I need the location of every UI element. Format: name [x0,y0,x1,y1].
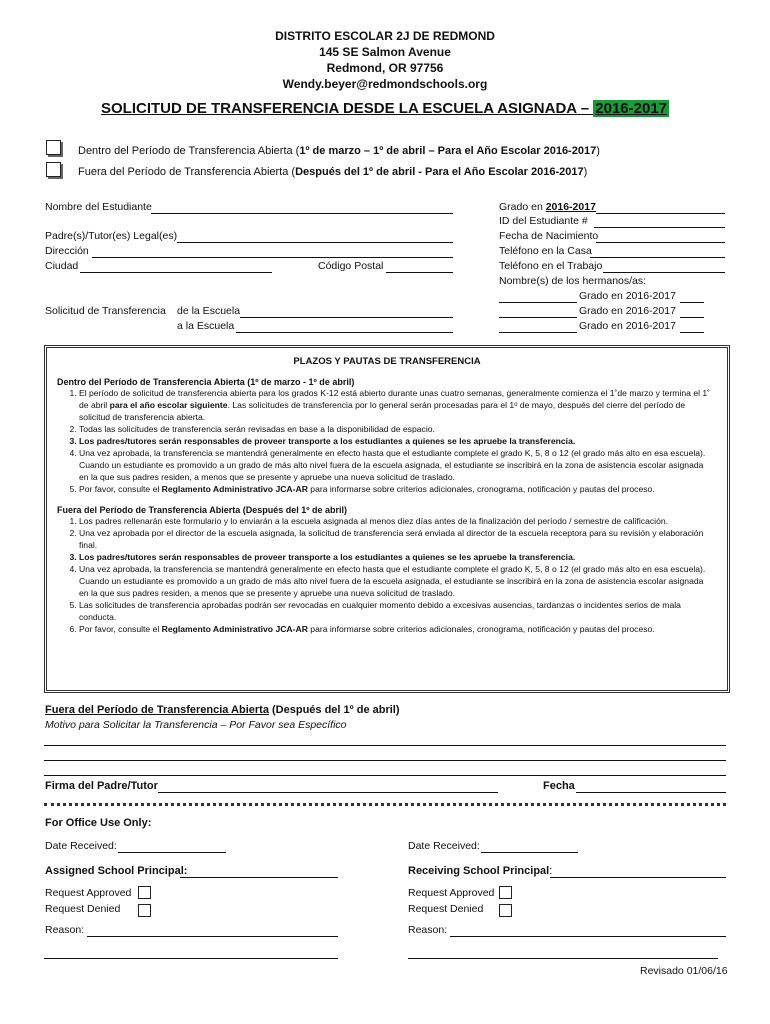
siblings-label: Nombre(s) de los hermanos/as: [499,275,647,287]
sibling-grade-field-2[interactable] [680,317,704,318]
district-name: DISTRITO ESCOLAR 2J DE REDMOND [275,29,495,43]
sibling-name-field-1[interactable] [499,302,577,303]
list-item: 6. Por favor, consulte el Reglamento Administrativo JCA-AR para informarse sobre criterios adicionales, cronograma, notificación y pautas del proceso. [79,623,715,635]
transfer-request-label: Solicitud de Transferencia [45,305,166,317]
list-item: 3. Los padres/tutores serán responsables de proveer transporte a los estudiantes a quienes se les apruebe la transferencia. [79,435,715,447]
parents-field[interactable] [177,242,453,243]
open-period-label: Dentro del Período de Transferencia Abierta (1º de marzo – 1º de abril – Para el Año Escolar 2016-2017) [78,145,600,157]
parents-label: Padre(s)/Tutor(es) Legal(es) [45,230,178,242]
assigned-approved-checkbox[interactable] [138,886,151,899]
student-id-label: ID del Estudiante # [499,215,588,227]
reason-line-2[interactable] [44,760,726,761]
closed-period-list [57,515,715,635]
sibling-grade-label-2: Grado en 2016-2017 [579,305,676,317]
open-period-checkbox[interactable] [46,140,61,155]
parent-signature-field[interactable] [158,792,498,793]
open-period-list [57,387,715,495]
address-field[interactable] [92,257,453,258]
reason-heading: Fuera del Período de Transferencia Abierta (Después del 1º de abril) [45,704,400,716]
assigned-principal-field[interactable] [180,877,338,878]
sibling-name-field-2[interactable] [499,317,577,318]
signature-date-field[interactable] [576,792,726,793]
from-school-field[interactable] [240,317,453,318]
sibling-name-field-3[interactable] [499,332,577,333]
receiving-denied-checkbox[interactable] [499,904,512,917]
form-title-text: SOLICITUD DE TRANSFERENCIA DESDE LA ESCUELA ASIGNADA – [101,100,594,117]
to-school-field[interactable] [236,332,453,333]
to-school-label: a la Escuela [177,320,235,332]
signature-date-label: Fecha [543,780,575,792]
parent-signature-label: Firma del Padre/Tutor [45,780,158,792]
receiving-reason-field-2[interactable] [408,958,718,959]
sibling-grade-field-3[interactable] [680,332,704,333]
form-title [0,100,770,117]
list-item: 5. Por favor, consulte el Reglamento Administrativo JCA-AR para informarse sobre criterios adicionales, cronograma, notificación y pautas del proceso. [79,483,715,495]
list-item: 4. Una vez aprobada, la transferencia se mantendrá generalmente en efecto hasta que el estudiante complete el grado K, 5, 8 o 12 (el grado más alto en esa escuela). Cuando un estudiante es promovido a un grado de más alto nivel fuera de la escuela asignada, el estudiante se inscribirá en la zona de asistencia escolar asignada en la que sus padres residen, a menos que se presente y apruebe una nueva solicitud de traslado. [79,447,715,483]
work-phone-label: Teléfono en el Trabajo [499,260,603,272]
assigned-approved-label: Request Approved [45,887,132,899]
list-item: 3. Los padres/tutores serán responsables de proveer transporte a los estudiantes a quienes se les apruebe la transferencia. [79,551,715,563]
student-id-field[interactable] [594,227,725,228]
form-title-year: 2016-2017 [595,100,667,117]
home-phone-field[interactable] [590,257,725,258]
assigned-date-received-label: Date Received: [45,840,117,852]
district-address-line1: 145 SE Salmon Avenue [319,45,451,59]
closed-period-heading: Fuera del Período de Transferencia Abierta (Después del 1º de abril) [57,505,348,515]
receiving-date-received-label: Date Received: [408,840,480,852]
assigned-date-received-field[interactable] [118,852,226,853]
assigned-denied-checkbox[interactable] [138,904,151,917]
home-phone-label: Teléfono en la Casa [499,245,592,257]
reason-line-3[interactable] [44,775,726,776]
closed-period-checkbox[interactable] [46,162,61,177]
assigned-reason-label: Reason: [45,924,85,936]
closed-period-label: Fuera del Período de Transferencia Abierta (Después del 1º de abril - Para el Año Escolar 2016-2017) [78,166,588,178]
grade-field[interactable] [596,213,725,214]
receiving-approved-checkbox[interactable] [499,886,512,899]
district-address-line2: Redmond, OR 97756 [326,61,444,75]
assigned-reason-field-2[interactable] [44,958,338,959]
student-name-label: Nombre del Estudiante [45,201,152,213]
receiving-denied-label: Request Denied [408,903,484,915]
revised-date: Revisado 01/06/16 [640,965,728,977]
sibling-grade-field-1[interactable] [680,302,704,303]
office-separator [44,803,726,806]
sibling-grade-label-1: Grado en 2016-2017 [579,290,676,302]
receiving-principal-field[interactable] [550,877,726,878]
assigned-denied-label: Request Denied [45,903,121,915]
birth-date-field[interactable] [596,242,725,243]
work-phone-field[interactable] [603,272,725,273]
receiving-date-received-field[interactable] [481,852,578,853]
birth-date-label: Fecha de Nacimiento [499,230,599,242]
list-item: 1. Los padres rellenarán este formulario y lo enviarán a la escuela asignada al menos diez días antes de la finalización del período / semestre de calificación. [79,515,715,527]
guidelines-heading: PLAZOS Y PAUTAS DE TRANSFERENCIA [293,356,481,367]
zip-field[interactable] [386,272,453,273]
receiving-reason-field[interactable] [450,936,726,937]
reason-line-1[interactable] [44,745,726,746]
list-item: 1. El período de solicitud de transferencia abierta para los grados K-12 está abierto durante unas cuatro semanas, generalmente comienza el 1˚de marzo y termina el 1˚ de abril para el año escolar siguiente. Las solicitudes de transferencia por lo general serán procesadas para el 1ᵒ de mayo, después del cierre del período de solicitud de transferencia abierta. [79,387,715,423]
assigned-principal-label: Assigned School Principal: [45,865,188,877]
assigned-reason-field[interactable] [87,936,338,937]
receiving-reason-label: Reason: [408,924,448,936]
reason-subheading: Motivo para Solicitar la Transferencia – Por Favor sea Específico [45,719,347,731]
open-period-heading: Dentro del Período de Transferencia Abierta (1º de marzo - 1º de abril) [57,377,355,387]
office-heading: For Office Use Only: [45,817,152,829]
list-item: 5. Las solicitudes de transferencia aprobadas podrán ser revocadas en cualquier momento debido a excesivas ausencias, tardanzas o incidentes serios de mala conducta. [79,599,715,623]
list-item: 2. Todas las solicitudes de transferencia serán revisadas en base a la disponibilidad de espacio. [79,423,715,435]
list-item: 2. Una vez aprobada por el director de la escuela asignada, la solicitud de transferencia será enviada al director de la escuela receptora para su revisión y elaboración final. [79,527,715,551]
zip-label: Código Postal [318,260,384,272]
from-school-label: de la Escuela [177,305,241,317]
student-name-field[interactable] [151,213,453,214]
list-item: 4. Una vez aprobada, la transferencia se mantendrá generalmente en efecto hasta que el estudiante complete el grado K, 5, 8 o 12 (el grado más alto en esa escuela). Cuando un estudiante es promovido a un grado de más alto nivel fuera de la escuela asignada, el estudiante se inscribirá en la zona de asistencia escolar asignada en la que sus padres residen, a menos que se presente y apruebe una nueva solicitud de traslado. [79,563,715,599]
city-label: Ciudad [45,260,79,272]
address-label: Dirección [45,245,89,257]
guidelines-box [44,345,730,693]
receiving-approved-label: Request Approved [408,887,495,899]
grade-label: Grado en 2016-2017 [499,201,596,213]
sibling-grade-label-3: Grado en 2016-2017 [579,320,676,332]
district-email: Wendy.beyer@redmondschools.org [282,77,488,91]
receiving-principal-label: Receiving School Principal: [408,865,553,877]
city-field[interactable] [80,272,272,273]
